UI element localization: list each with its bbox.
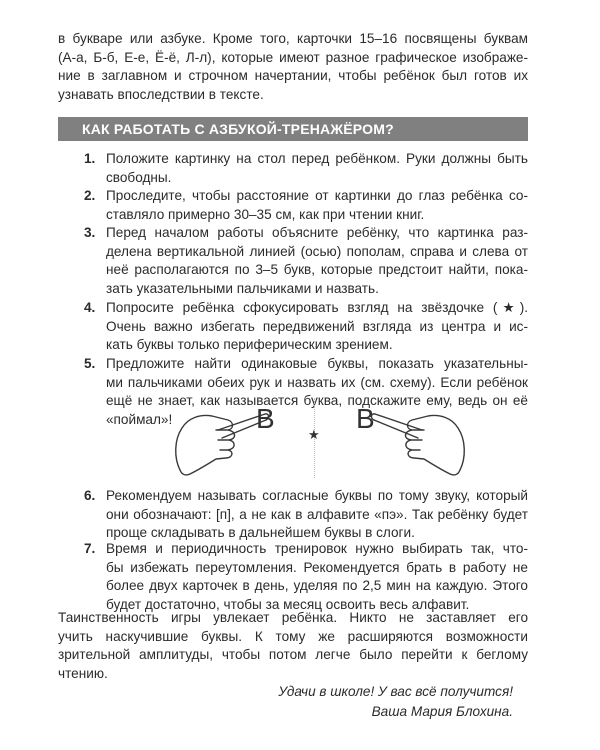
center-star-icon: ★: [308, 427, 320, 442]
step-4: [84, 299, 528, 355]
step-number: 4.: [84, 300, 96, 315]
step-line: бы избежать переутомления. Рекомендуется брать в работу не: [106, 559, 528, 575]
step-line: Время и периодичность тренировок нужно выбирать так, что-: [106, 541, 528, 556]
step-line: Положите картинку на стол перед ребёнком. Руки должны быть: [106, 151, 528, 166]
step-line: ещё не знает, как называется буква, подскажите ему, ведь он её: [106, 393, 528, 409]
intro-line: ние в заглавном и строчном начертании, чтобы ребёнок был готов их: [58, 68, 528, 84]
step-line: Очень важно избегать передвижений взгляда из центра и ис-: [106, 318, 528, 334]
right-target-letter: В: [356, 403, 375, 434]
outro-line: зрительной амплитуды, чтобы потом легче было перейти к беглому: [58, 647, 528, 663]
step-number: 1.: [84, 151, 96, 166]
step-line: будет достаточно, чтобы за месяц освоить весь алфавит.: [106, 597, 470, 613]
step-line: Перед началом работы объясните ребёнку, что картинка раз-: [106, 225, 528, 240]
step-line: зать указательными пальчиками и назвать.: [106, 281, 379, 297]
step-line: Предложите найти одинаковые буквы, показать указательны-: [106, 356, 528, 371]
step-line: они обозначают: [п], а не как в алфавите «пэ». Так ребёнку будет: [106, 506, 528, 522]
intro-line: в букваре или азбуке. Кроме того, карточки 15–16 посвящены буквам: [58, 31, 528, 46]
step-2: [84, 187, 528, 224]
step-7: [84, 540, 528, 615]
step-line: делена вертикальной линией (осью) пополам, справа и слева от: [106, 243, 528, 259]
step-number: 2.: [84, 188, 96, 203]
outro-line: Таинственность игры увлекает ребёнка. Никто не заставляет его: [58, 610, 528, 625]
step-1: [84, 150, 528, 187]
step-number: 5.: [84, 356, 96, 371]
step-3: [84, 224, 528, 299]
step-number: 7.: [84, 541, 96, 556]
hands-diagram: [170, 398, 470, 480]
intro-paragraph: [58, 30, 528, 105]
step-6: [84, 487, 528, 543]
closing-paragraph: [58, 609, 528, 684]
step-line: свободны.: [106, 169, 172, 185]
outro-line: учить наскучившие буквы. К тому же расширяются возможности: [58, 628, 528, 644]
intro-line: (А-а, Б-б, Е-е, Ё-ё, Л-л), которые имеют разное графическое изображе-: [58, 49, 528, 65]
step-line: Попросите ребёнка сфокусировать взгляд на звёздочке (★).: [106, 300, 528, 315]
step-line: ми пальчиками обеих рук и назвать их (см. схему). Если ребёнок: [106, 374, 528, 390]
step-line: проще складывать в дальнейшем буквы в слоги.: [106, 525, 415, 541]
step-number: 6.: [84, 488, 96, 503]
step-line: Проследите, чтобы расстояние от картинки до глаз ребёнка со-: [106, 188, 528, 203]
step-line: неё располагаются по 3–5 букв, которые предстоит найти, пока-: [106, 262, 528, 278]
outro-line: чтению.: [58, 666, 108, 682]
signature-author: Ваша Мария Блохина.: [371, 704, 513, 719]
step-line: кать буквы только периферическим зрением.: [106, 337, 393, 353]
step-line: Рекомендуем называть согласные буквы по тому звуку, который: [106, 488, 528, 503]
section-heading: КАК РАБОТАТЬ С АЗБУКОЙ-ТРЕНАЖЁРОМ?: [58, 117, 528, 141]
step-line: более двух карточек в день, уделяя по 2,5 мин на каждую. Этого: [106, 578, 528, 594]
step-line: ставляло примерно 30–35 см, как при чтении книг.: [106, 206, 425, 222]
step-number: 3.: [84, 225, 96, 240]
intro-line: узнавать впоследствии в тексте.: [58, 87, 264, 103]
left-target-letter: В: [256, 403, 275, 434]
signature-wish: Удачи в школе! У вас всё получится!: [278, 684, 513, 699]
right-pointing-hand-icon: [360, 398, 470, 480]
step-line: «поймал»!: [106, 412, 173, 428]
